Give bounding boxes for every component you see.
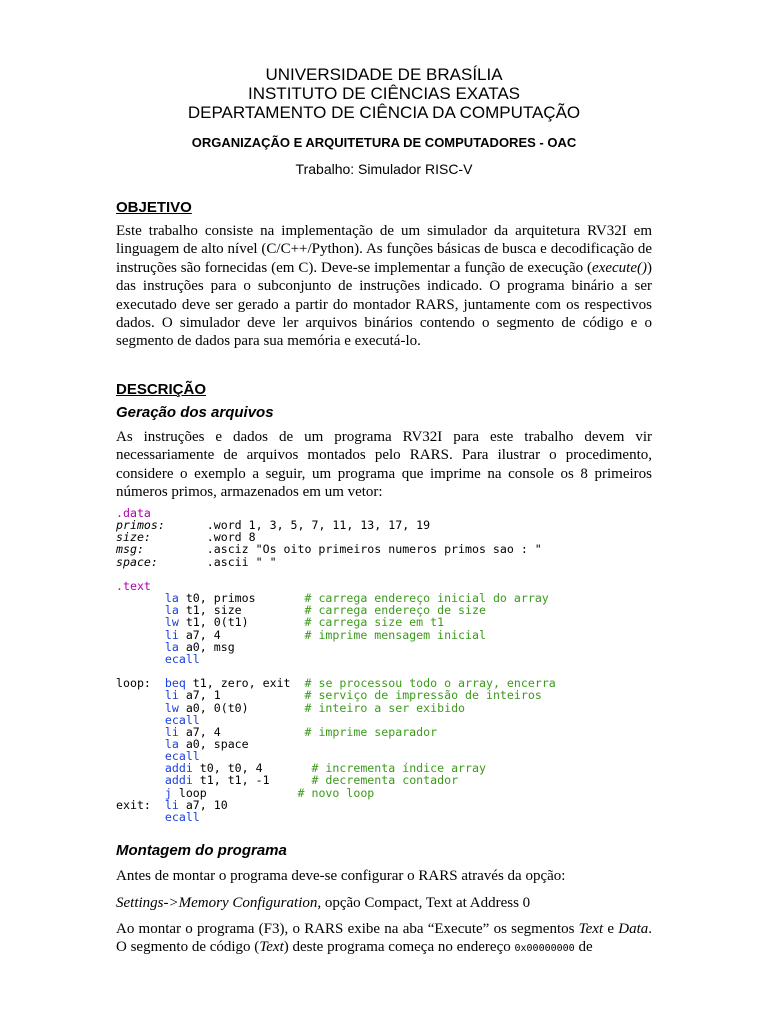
geracao-paragraph: As instruções e dados de um programa RV32I para este trabalho devem vir necessariamente de arquivos montados pelo RARS. Para ilustrar o procedimento, considere o exemplo a seguir, um programa que imprime na console os 8 primeiros números primos, armazenados em um vetor: — [116, 429, 652, 501]
objetivo-paragraph: Este trabalho consiste na implementação de um simulador da arquitetura RV32I em linguagem de alto nível (C/C++/Python). As funções básicas de busca e decodificação de instruções são fornecidas (em C). Deve-se implementar a função de execução (execute()) das instruções para o subconjunto de instruções indicado. O programa binário a ser executado deve ser gerado a partir do montador RARS, juntamente com os respectivos dados. O simulador deve ler arquivos binários contendo o segmento de código e o segmento de dados para sua memória e executá-lo. — [116, 223, 652, 350]
code-directive-args: .ascii " " — [206, 554, 277, 569]
code-comment: # carrega endereço inicial do array — [304, 591, 549, 606]
section-heading-descricao: DESCRIÇÃO — [116, 381, 207, 398]
code-line — [116, 555, 277, 569]
code-text-segment — [116, 579, 556, 824]
code-args: a0, msg — [178, 639, 235, 654]
code-directive: .data — [116, 506, 151, 520]
code-comment: # incrementa índice array — [311, 761, 486, 776]
settings-line: Settings->Memory Configuration, opção Compact, Text at Address 0 — [116, 895, 531, 911]
code-args: a7, 1 — [178, 688, 305, 703]
code-directive-args: .asciz "Os oito primeiros numeros primos sao : " — [206, 542, 542, 557]
institute-title: INSTITUTO DE CIÊNCIAS EXATAS — [247, 84, 521, 103]
code-label: loop: — [116, 676, 165, 691]
code-label: primos: — [116, 518, 165, 533]
code-opcode: li — [164, 627, 179, 642]
code-opcode: la — [164, 591, 179, 606]
code-args: a7, 4 — [178, 724, 305, 739]
code-args: a7, 4 — [178, 627, 305, 642]
code-opcode: addi — [164, 761, 193, 776]
code-comment: # imprime mensagem inicial — [304, 627, 486, 642]
code-opcode: ecall — [164, 651, 200, 666]
code-args: loop — [171, 785, 298, 800]
code-opcode: li — [164, 688, 179, 703]
code-opcode: ecall — [164, 809, 200, 824]
code-label: size: — [116, 530, 151, 545]
code-block — [116, 507, 656, 823]
code-args: t1, 0(t1) — [178, 615, 305, 630]
department-title: DEPARTAMENTO DE CIÊNCIA DA COMPUTAÇÃO — [187, 103, 581, 122]
code-opcode: li — [164, 797, 179, 812]
subheading-geracao: Geração dos arquivos — [116, 404, 274, 421]
code-opcode: li — [164, 724, 179, 739]
code-args: t1, size — [178, 603, 305, 618]
code-opcode: j — [164, 785, 172, 800]
code-directive: .text — [116, 578, 151, 593]
code-line — [116, 652, 200, 666]
code-args: t1, t1, -1 — [192, 773, 312, 788]
code-args: a7, 10 — [178, 797, 228, 812]
code-args: t0, primos — [178, 591, 305, 606]
code-comment: # carrega endereço de size — [304, 603, 486, 618]
code-args: a0, space — [178, 736, 249, 751]
code-comment: # imprime separador — [304, 724, 438, 739]
code-label — [116, 810, 165, 824]
section-heading-objetivo: OBJETIVO — [116, 199, 192, 216]
code-opcode: la — [164, 603, 179, 618]
code-directive-args: .word 8 — [206, 530, 256, 545]
execute-paragraph: Ao montar o programa (F3), o RARS exibe na aba “Execute” os segmentos Text e Data. O segmento de código (Text) deste programa começa no endereço 0x00000000 de — [116, 921, 652, 956]
code-comment: # novo loop — [297, 785, 375, 800]
code-opcode: ecall — [164, 749, 200, 764]
code-opcode: la — [164, 736, 179, 751]
code-data-segment — [116, 506, 542, 569]
subheading-montagem: Montagem do programa — [116, 842, 287, 859]
code-opcode: ecall — [164, 712, 200, 727]
university-title: UNIVERSIDADE DE BRASÍLIA — [265, 65, 503, 84]
code-line — [116, 810, 200, 824]
code-comment: # carrega size em t1 — [304, 615, 445, 630]
code-opcode: beq — [164, 676, 186, 691]
course-title: ORGANIZAÇÃO E ARQUITETURA DE COMPUTADORES - OAC — [191, 135, 577, 150]
code-directive-args: .word 1, 3, 5, 7, 11, 13, 17, 19 — [206, 518, 431, 533]
code-label: exit: — [116, 797, 165, 812]
code-comment: # se processou todo o array, encerra — [304, 676, 556, 691]
assignment-title: Trabalho: Simulador RISC-V — [295, 161, 473, 177]
code-args: t1, zero, exit — [185, 676, 305, 691]
code-opcode: la — [164, 639, 179, 654]
code-opcode: lw — [164, 615, 179, 630]
code-label — [116, 652, 165, 666]
code-comment: # inteiro a ser exibido — [304, 700, 466, 715]
code-args: a0, 0(t0) — [178, 700, 305, 715]
code-comment: # serviço de impressão de inteiros — [304, 688, 542, 703]
code-opcode: addi — [164, 773, 193, 788]
montagem-paragraph: Antes de montar o programa deve-se configurar o RARS através da opção: — [116, 868, 566, 884]
code-label: msg: — [116, 542, 144, 557]
code-comment: # decrementa contador — [311, 773, 459, 788]
code-opcode: lw — [164, 700, 179, 715]
code-args: t0, t0, 4 — [192, 761, 312, 776]
code-label: space: — [116, 554, 158, 569]
code-pad — [158, 555, 207, 569]
